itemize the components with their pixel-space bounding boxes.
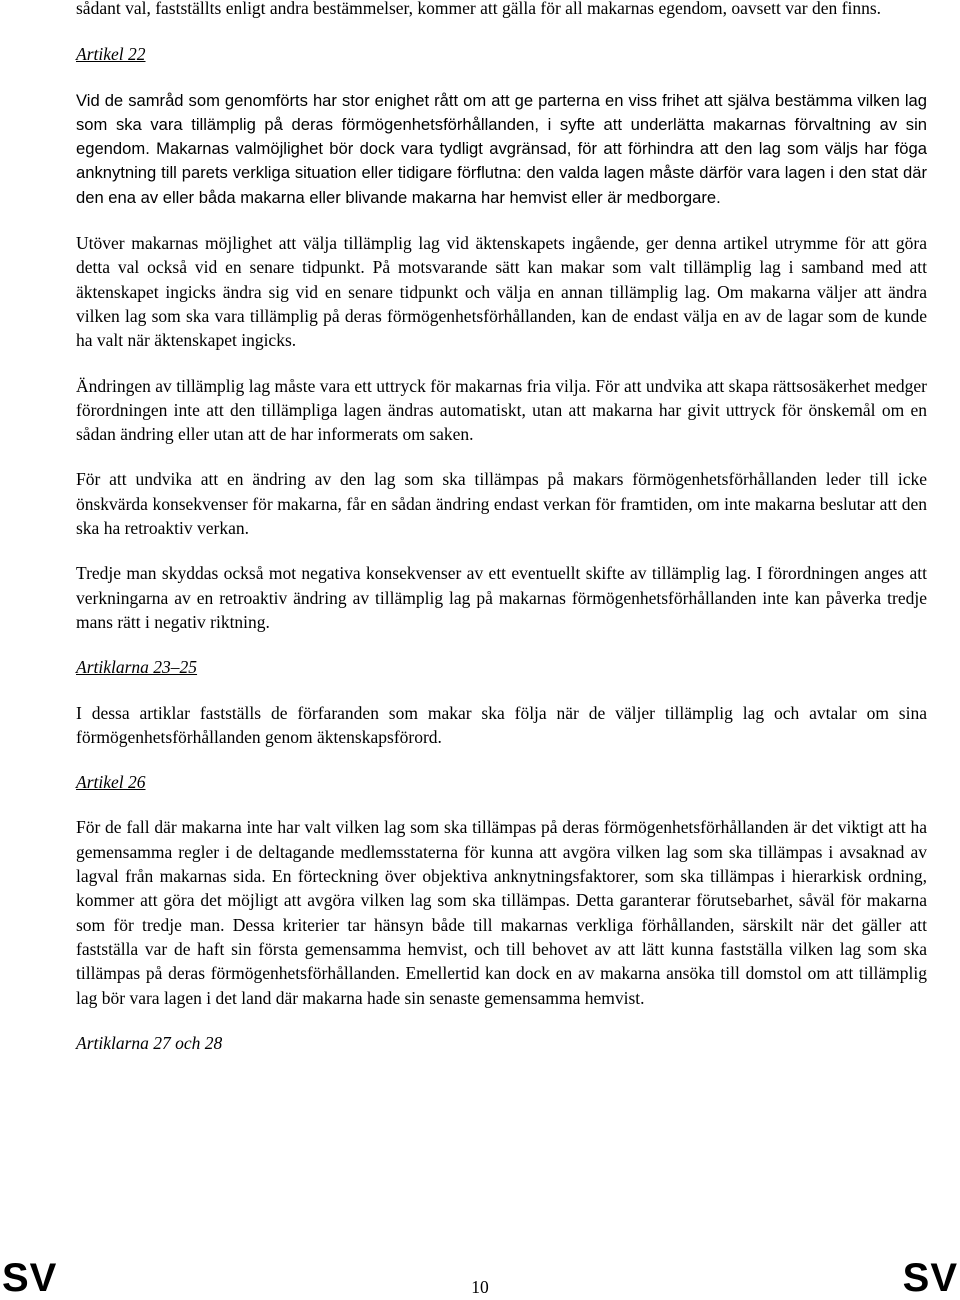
paragraph-procedures: I dessa artiklar fastställs de förfaranden som makar ska följa när de väljer tillämplig lag och avtalar om sina förmögenhetsförhållanden genom äktenskapsförord. <box>76 702 927 747</box>
paragraph-free-will: Ändringen av tillämplig lag måste vara ett uttryck för makarnas fria vilja. För att undvika att skapa rättsosäkerhet medger förordningen inte att den tillämpliga lagen ändras automatiskt, utan att makarna har givit uttryck för önskemål om en sådan ändring eller utan att de har informerats om saken. <box>76 375 927 445</box>
paragraph-change-of-law: Utöver makarnas möjlighet att välja tillämplig lag vid äktenskapets ingående, ger denna artikel utrymme för att göra detta val också vid en senare tidpunkt. På motsvarande sätt kan makar som valt tillämplig lag i samband med att äktenskapet ingicks ändra sig vid en senare tidpunkt och välja en annan tillämplig lag. Om makarna väljer att ändra vilken lag som ska vara tillämplig på deras förmögenhetsförhållanden, kan de endast välja en av de lagar som de kunde ha valt när äktenskapet ingicks. <box>76 233 927 351</box>
paragraph-continuation: sådant val, fastställts enligt andra bestämmelser, kommer att gälla för all makarnas egendom, oavsett var den finns. <box>76 0 882 18</box>
paragraph-objective-criteria: För de fall där makarna inte har valt vilken lag som ska tillämpas på deras förmögenhetsförhållanden är det viktigt att ha gemensamma regler i de deltagande medlemsstaterna för kunna att avgöra vilken lag som ska tillämpas i avsaknad av lagval från makarnas sida. En förteckning över objektiva anknytningsfaktorer, som ska tillämpas i hierarkisk ordning, kommer att göra det möjligt att avgöra vilken lag som ska tillämpas. Detta garanterar förutsebarhet, såväl för makarna som för tredje man. Dessa kriterier tar hänsyn både till makarnas verkliga förhållanden, särskilt när det gäller att fastställa var de haft sin första gemensamma hemvist, och till behovet av att lätt kunna fastställa vilken lag som ska tillämpas på deras förmögenhetsförhållanden. Emellertid kan dock en av makarna ansöka till domstol om att tillämplig lag bör vara lagen i det land där makarna hade sin senaste gemensamma hemvist. <box>76 817 927 1008</box>
heading-artikel-22: Artikel 22 <box>76 44 146 65</box>
paragraph-art22-intro <box>76 89 927 210</box>
paragraph-third-party: Tredje man skyddas också mot negativa konsekvenser av ett eventuellt skifte av tillämplig lag. I förordningen anges att verkningarna av en retroaktiv ändring av tillämplig lag på makarnas förmögenhetsförhållanden inte kan påverka tredje mans rätt i negativ riktning. <box>76 563 927 632</box>
language-code-left: SV <box>2 1256 58 1300</box>
document-body <box>76 0 927 1055</box>
page-number: 10 <box>471 1277 489 1297</box>
paragraph-art22-part-b: Makarnas valmöjlighet bör dock vara tydligt avgränsad, för att förhindra att den lag som väljs har föga anknytning till parets verkliga situation eller tidigare förflutna: den valda lagen måste därför vara lagen i den stat där den ena av eller båda makarna eller blivande makarna har hemvist eller är medborgare. <box>76 139 927 207</box>
paragraph-retroactive: För att undvika att en ändring av den lag som ska tillämpas på makars förmögenhetsförhållanden leder till icke önskvärda konsekvenser för makarna, får en sådan ändring endast verkan för framtiden, om inte makarna beslutar att den ska ha retroaktiv verkan. <box>76 469 927 539</box>
language-code-right: SV <box>902 1256 958 1300</box>
heading-artiklarna-27-28: Artiklarna 27 och 28 <box>76 1032 223 1053</box>
paragraph-art22-part-a: Vid de samråd som genomförts har stor enighet rått om att ge parterna en viss frihet att själva bestämma vilken lag som ska vara tillämplig på deras förmögenhetsförhållanden, i syfte att underlätta makarnas förvaltning av sin egendom. <box>76 90 927 159</box>
heading-artikel-26: Artikel 26 <box>76 772 146 793</box>
heading-artiklarna-23-25: Artiklarna 23–25 <box>76 657 198 678</box>
